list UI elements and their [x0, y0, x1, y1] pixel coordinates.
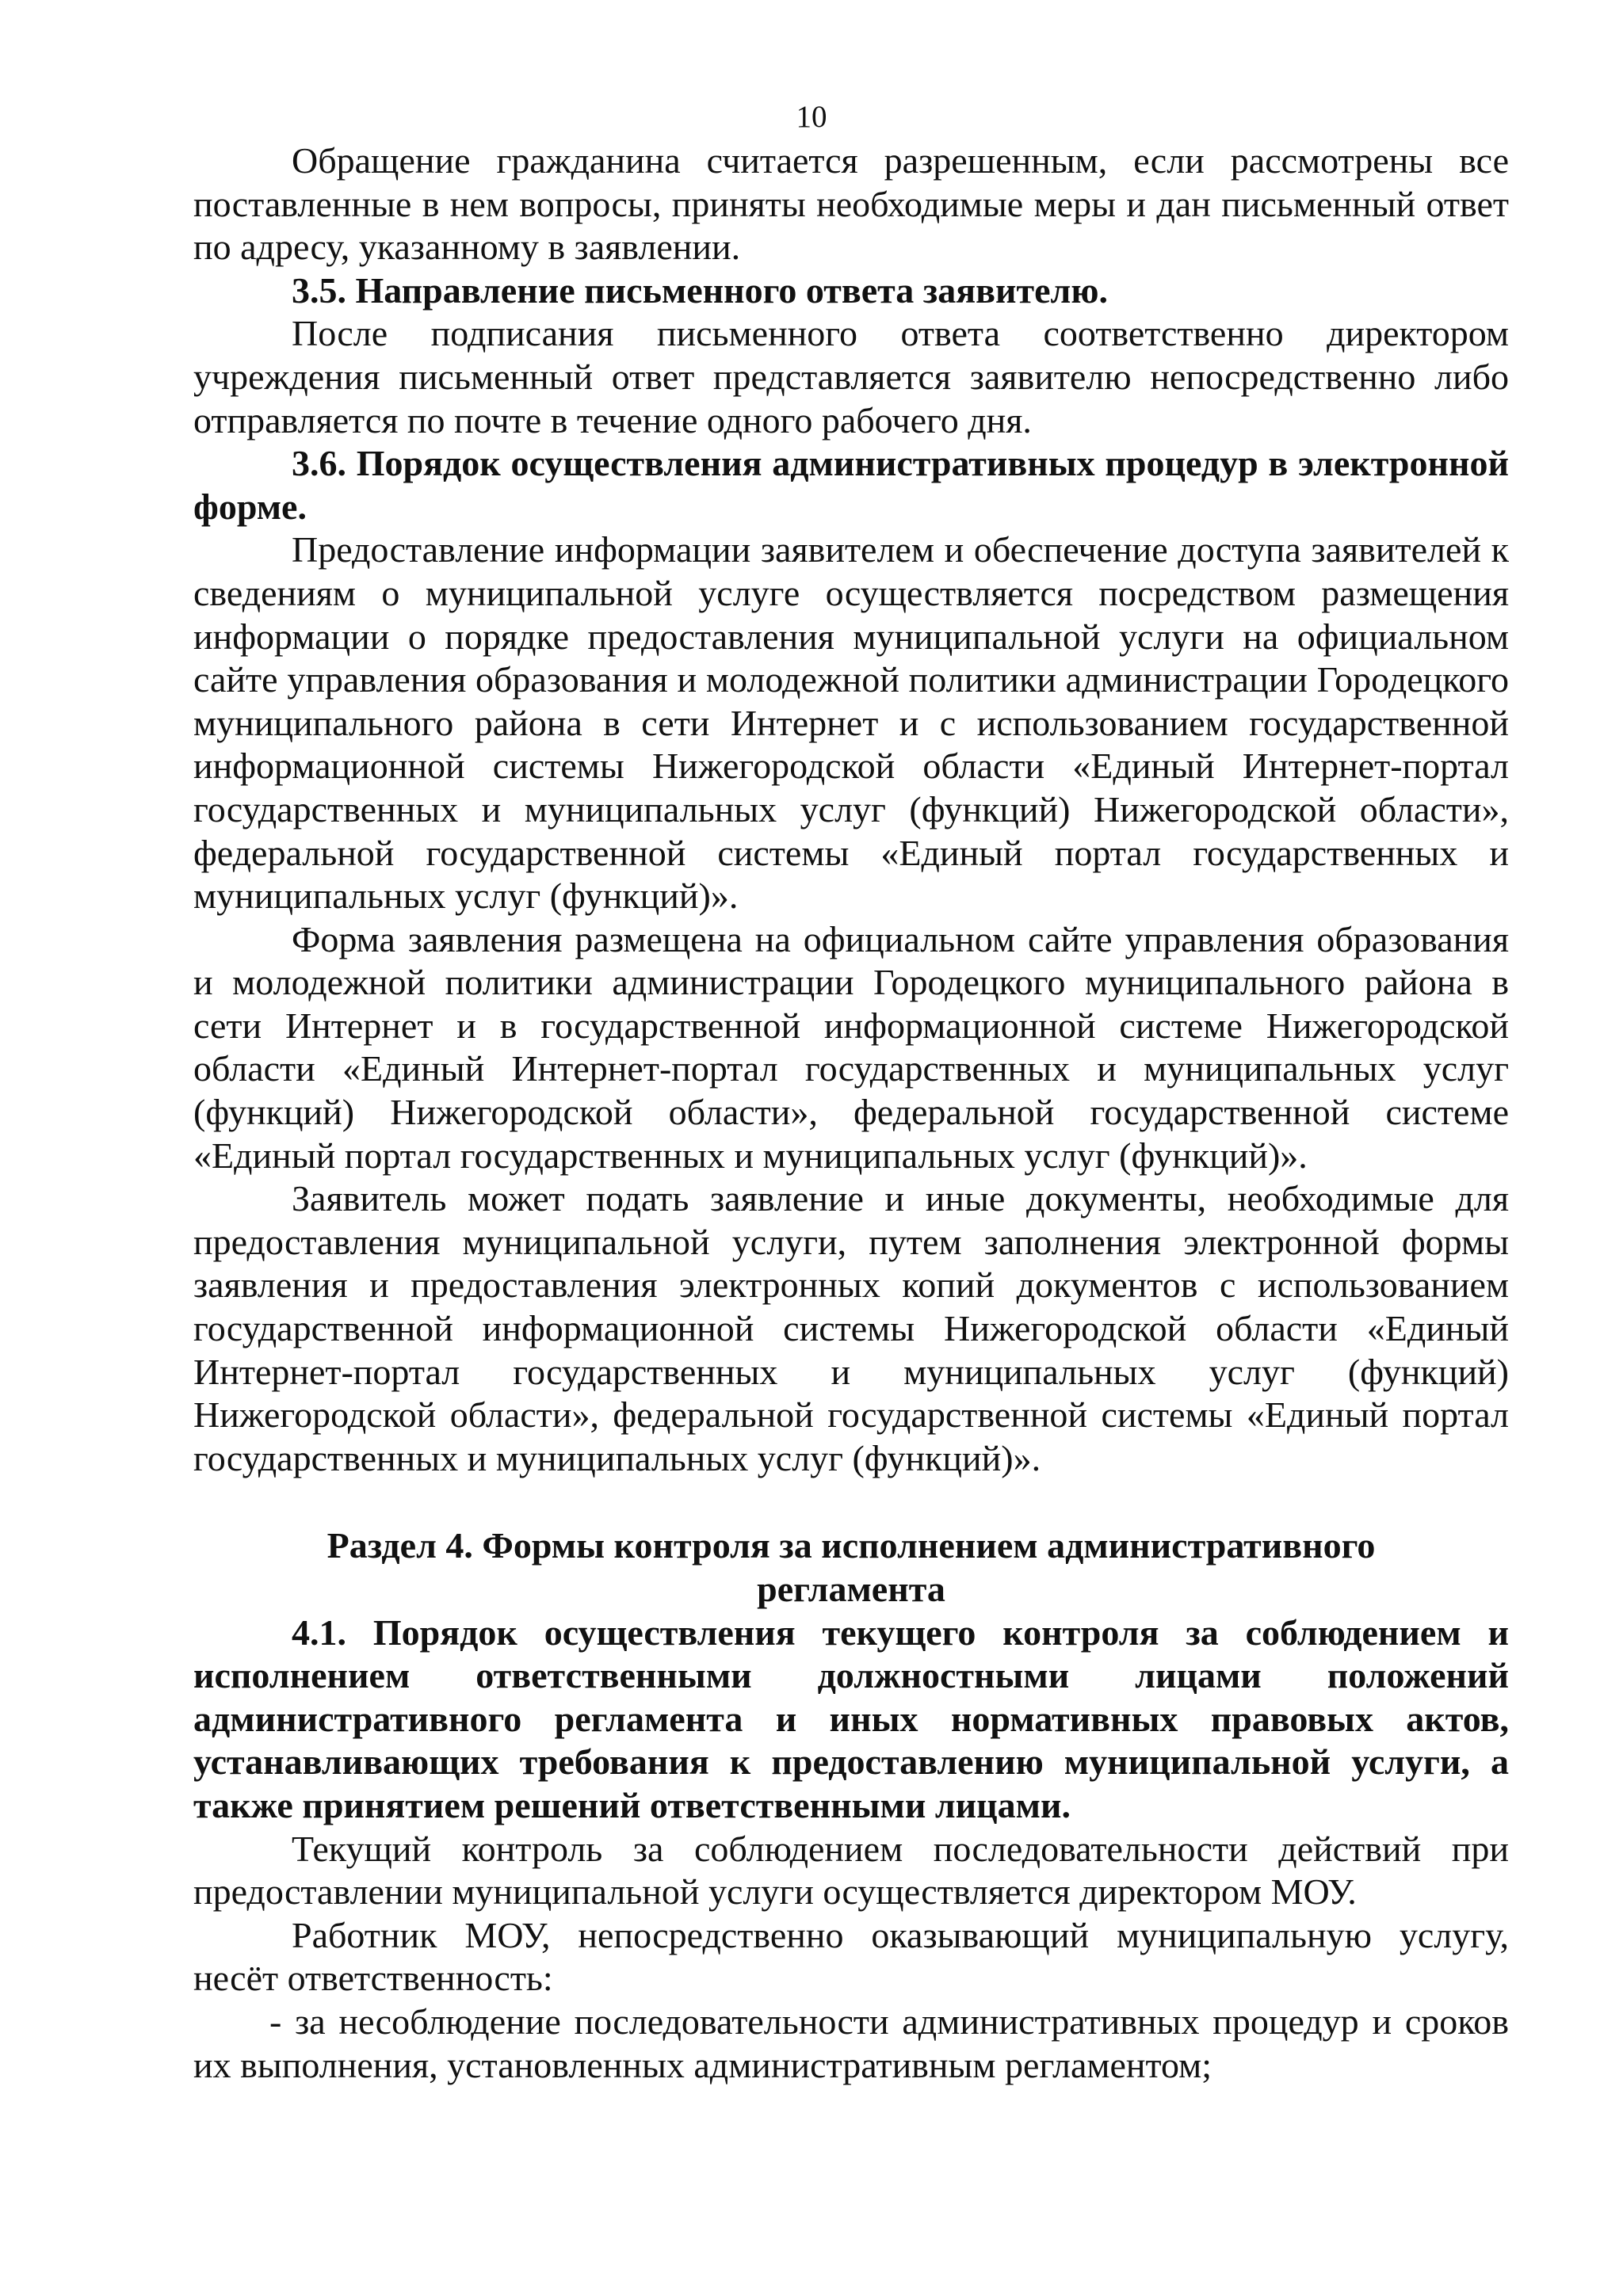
paragraph-current-control: Текущий контроль за соблюдением последовательности действий при предоставлении муниципальной услуги осуществляется директором МОУ. — [193, 1828, 1509, 1913]
heading-4-1: 4.1. Порядок осуществления текущего контроля за соблюдением и исполнением ответственными должностными лицами положений административного регламента и иных нормативных правовых актов, устанавливающих требования к предоставлению муниципальной услуги, а также принятием решений ответственными лицами. — [193, 1611, 1509, 1825]
paragraph-electronic-submission: Заявитель может подать заявление и иные документы, необходимые для предоставления муниципальной услуги, путем заполнения электронной формы заявления и предоставления электронных копий документов с использованием государственной информационной системы Нижегородской области «Единый Интернет-портал государственных и муниципальных услуг (функций) Нижегородской области», федеральной государственной системы «Единый портал государственных и муниципальных услуг (функций)». — [193, 1178, 1509, 1478]
list-item-procedure-violation: - за несоблюдение последовательности административных процедур и сроков их выполнения, установленных административным регламентом; — [193, 2000, 1509, 2085]
paragraph-employee-responsibility: Работник МОУ, непосредственно оказывающий муниципальную услугу, несёт ответственность: — [193, 1914, 1509, 1999]
paragraph-application-form: Форма заявления размещена на официальном сайте управления образования и молодежной политики администрации Городецкого муниципального района в сети Интернет и в государственной информационной системе Нижегородской области «Единый Интернет-портал государственных и муниципальных услуг (функций) Нижегородской области», федеральной государственной системе «Единый портал государственных и муниципальных услуг (функций)». — [193, 918, 1509, 1176]
paragraph-information-access: Предоставление информации заявителем и обеспечение доступа заявителей к сведениям о муниципальной услуге осуществляется посредством размещения информации о порядке предоставления муниципальной услуги на официальном сайте управления образования и молодежной политики администрации Городецкого муниципального района в сети Интернет и с использованием государственной информационной системы Нижегородской области «Единый Интернет-портал государственных и муниципальных услуг (функций) Нижегородской области», федеральной государственной системы «Единый портал государственных и муниципальных услуг (функций)». — [193, 529, 1509, 917]
section-spacer — [193, 1480, 1509, 1524]
page-number: 10 — [796, 100, 827, 134]
paragraph-appeal-resolved: Обращение гражданина считается разрешенным, если рассмотрены все поставленные в нем вопросы, приняты необходимые меры и дан письменный ответ по адресу, указанному в заявлении. — [193, 140, 1509, 268]
heading-3-6: 3.6. Порядок осуществления административных процедур в электронной форме. — [193, 443, 1509, 527]
document-body — [193, 139, 1509, 2087]
paragraph-written-answer: После подписания письменного ответа соответственно директором учреждения письменный ответ представляется заявителю непосредственно либо отправляется по почте в течение одного рабочего дня. — [193, 313, 1509, 441]
heading-3-5: 3.5. Направление письменного ответа заявителю. — [292, 269, 1108, 311]
section-4-title: Раздел 4. Формы контроля за исполнением административного регламента — [327, 1525, 1376, 1609]
